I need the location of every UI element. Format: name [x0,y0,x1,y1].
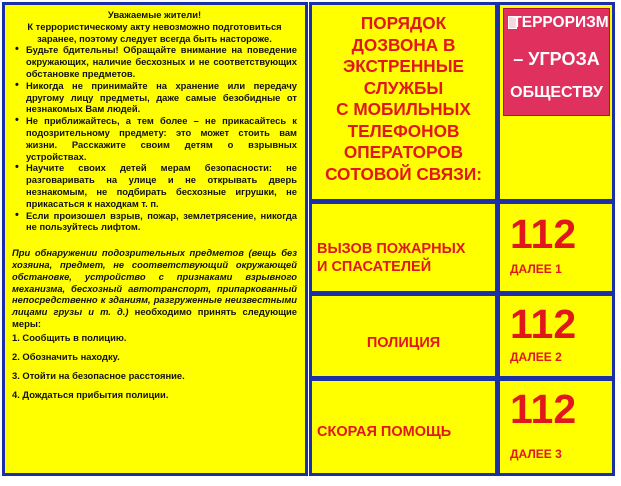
emergency-number: 112 [510,211,577,257]
title-line: ТЕЛЕФОНОВ [347,120,460,141]
badge-line-3: ОБЩЕСТВУ [510,84,603,101]
title-line: ПОРЯДОК [360,13,447,33]
title-line: С МОБИЛЬНЫХ [336,99,471,119]
service-name: ПОЛИЦИЯ [366,335,441,351]
safety-bullets [12,44,297,233]
title-line: ОПЕРАТОРОВ [343,142,464,162]
service-police-number-cell [497,293,615,379]
number-extension: ДАЛЕЕ 3 [510,447,562,461]
safety-instructions-panel [2,2,308,476]
warning-tail: необходимо принять следующие меры: [12,306,297,329]
badge-line-2: – УГРОЗА [513,49,600,69]
steps-list [12,332,297,400]
service-police-label-cell [309,293,498,379]
emergency-number: 112 [510,386,577,432]
bullet-item: • Научите своих детей мерам безопасности: не разговаривать на улице и не открывать дверь незнакомым, не подбирать бесхозные игрушки, не прикасаться к находкам т. п. [26,162,297,209]
terrorism-badge [503,8,610,116]
suspicious-object-warning [12,247,297,330]
service-ambulance-label-cell [309,378,498,476]
title-line: ДОЗВОНА В [351,34,456,55]
warning-lead: При обнаружении подозрительных предметов (вещь без хозяина, предмет, не соответствующий окружающей обстановке, устройство с признаками взрывного механизма, бесхозный автотранспорт, припаркованный непосредственно к зданиям, разгруженные неизвестными лицами грузы и т. д.) [12,247,297,318]
badge-line-1: ТЕРРОРИЗМ [512,14,609,31]
bullet-item: • Никогда не принимайте на хранение или передачу другому лицу предметы, даже самые безобидные от незнакомых Вам людей. [26,80,297,115]
step-item: 4. Дождаться прибытия полиции. [12,388,169,400]
service-name [314,240,493,276]
greeting: Уважаемые жители! [107,9,202,20]
title-line: ЭКСТРЕННЫЕ [342,56,465,76]
number-extension: ДАЛЕЕ 1 [510,262,562,276]
service-fire-label-cell [309,201,498,294]
step-item: 2. Обозначить находку. [12,350,120,362]
intro-text: К террористическому акту невозможно подготовиться заранее, поэтому следует всегда быть настороже. [27,20,282,44]
emergency-title-panel [309,2,498,202]
service-name: СКОРАЯ ПОМОЩЬ [317,424,452,440]
number-extension: ДАЛЕЕ 2 [510,350,562,364]
emergency-title [312,13,495,185]
step-item: 3. Отойти на безопасное расстояние. [12,369,185,381]
service-ambulance-number-cell [497,378,615,476]
title-line: СЛУЖБЫ [363,77,444,98]
bullet-item: • Не приближайтесь, а тем более – не прикасайтесь к подозрительному предмету: это может стоить вам жизни. Расскажите своим детям о взрывных устройствах. [26,115,297,162]
service-name-line: И СПАСАТЕЛЕЙ [317,259,432,275]
service-name-line: ВЫЗОВ ПОЖАРНЫХ [317,241,466,257]
title-line: СОТОВОЙ СВЯЗИ: [325,163,482,184]
service-fire-number-cell [497,201,615,294]
emergency-number: 112 [510,301,577,347]
bullet-item: • Если произошел взрыв, пожар, землетрясение, никогда не пользуйтесь лифтом. [26,210,297,234]
badge-panel [497,2,615,202]
step-item: 1. Сообщить в полицию. [12,331,127,343]
bullet-item: • Будьте бдительны! Обращайте внимание на поведение окружающих, наличие бесхозных и не соответствующих обстановке предметов. [26,44,297,79]
